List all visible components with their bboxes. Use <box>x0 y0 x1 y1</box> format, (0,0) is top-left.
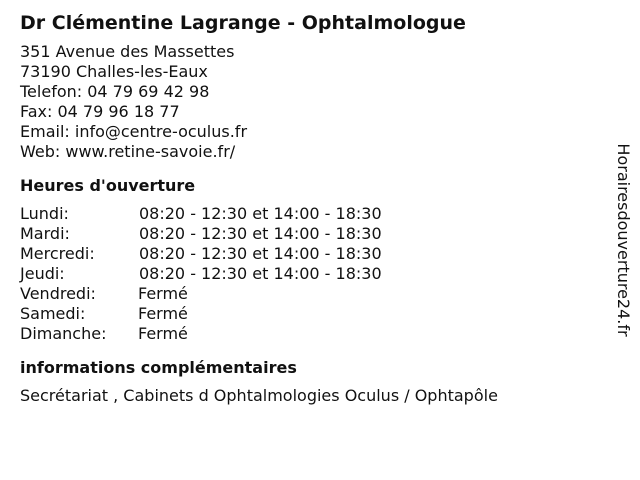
day-label: Samedi: <box>20 304 86 323</box>
day-label: Dimanche: <box>20 324 107 343</box>
page-title: Dr Clémentine Lagrange - Ophtalmologue <box>20 12 466 34</box>
time-value: Fermé <box>138 284 188 303</box>
day-label: Lundi: <box>20 204 69 223</box>
hours-row-saturday <box>20 304 382 324</box>
hours-row-wednesday <box>20 244 382 264</box>
phone-number: Telefon: 04 79 69 42 98 <box>20 82 210 101</box>
hours-row-monday <box>20 204 382 224</box>
listing-card <box>20 10 600 406</box>
address-city: 73190 Challes-les-Eaux <box>20 62 208 81</box>
hours-row-sunday <box>20 324 382 344</box>
time-value: 08:20 - 12:30 et 14:00 - 18:30 <box>139 224 382 243</box>
day-label: Jeudi: <box>20 264 65 283</box>
hours-row-thursday <box>20 264 382 284</box>
hours-row-friday <box>20 284 382 304</box>
brand-watermark: Horairesdouverture24.fr <box>614 143 633 337</box>
opening-hours-table <box>20 204 382 344</box>
hours-heading: Heures d'ouverture <box>20 176 196 195</box>
info-heading: informations complémentaires <box>20 358 297 377</box>
time-value: Fermé <box>138 304 188 323</box>
hours-row-tuesday <box>20 224 382 244</box>
day-label: Vendredi: <box>20 284 96 303</box>
time-value: Fermé <box>138 324 188 343</box>
time-value: 08:20 - 12:30 et 14:00 - 18:30 <box>139 264 382 283</box>
day-label: Mercredi: <box>20 244 95 263</box>
time-value: 08:20 - 12:30 et 14:00 - 18:30 <box>139 244 382 263</box>
contact-block <box>20 42 600 162</box>
fax-number: Fax: 04 79 96 18 77 <box>20 102 180 121</box>
website-address: Web: www.retine-savoie.fr/ <box>20 142 236 161</box>
email-address: Email: info@centre-oculus.fr <box>20 122 248 141</box>
day-label: Mardi: <box>20 224 70 243</box>
address-street: 351 Avenue des Massettes <box>20 42 235 61</box>
time-value: 08:20 - 12:30 et 14:00 - 18:30 <box>139 204 382 223</box>
info-text: Secrétariat , Cabinets d Ophtalmologies Oculus / Ophtapôle <box>20 386 498 405</box>
